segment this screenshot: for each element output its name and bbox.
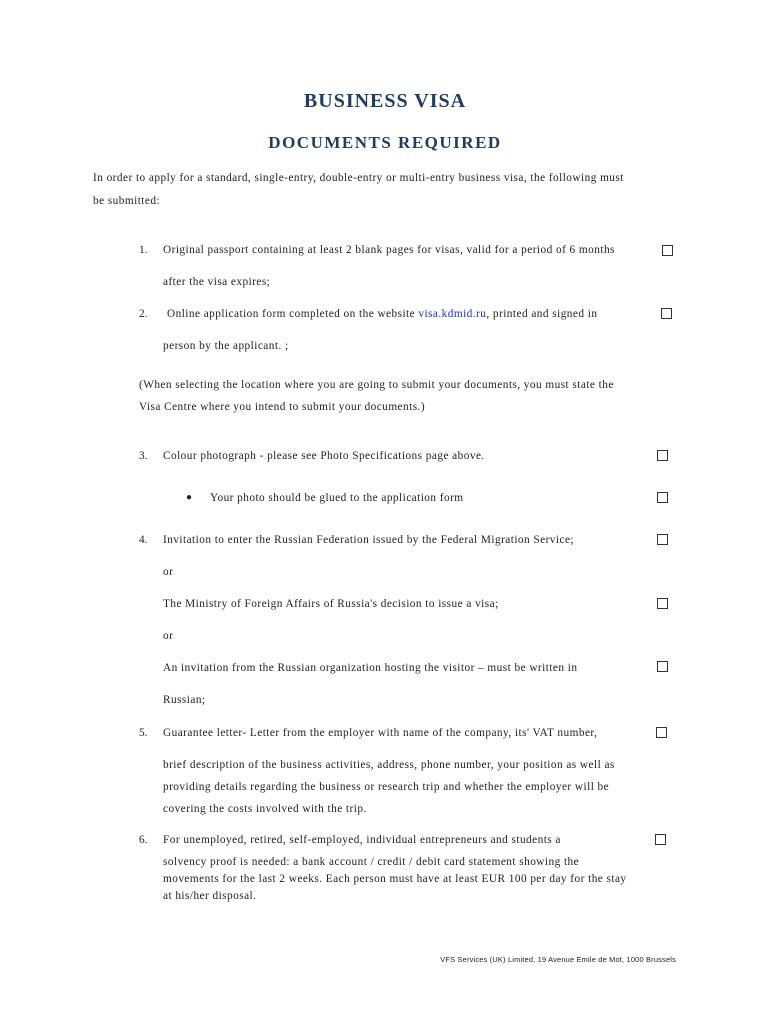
intro-line-2: be submitted:: [93, 195, 161, 207]
item-3-bullet-text: Your photo should be glued to the application form: [210, 492, 464, 504]
item-4-checkbox[interactable]: [657, 534, 668, 545]
item-2-text-post: , printed and signed in: [486, 308, 598, 320]
item-2-text-pre: Online application form completed on the website: [167, 308, 419, 320]
note-line-2: Visa Centre where you intend to submit your documents.): [139, 401, 426, 413]
item-4-number: 4.: [139, 534, 148, 546]
item-6-number: 6.: [139, 834, 148, 846]
item-5-checkbox[interactable]: [656, 727, 667, 738]
item-6-text: For unemployed, retired, self-employed, individual entrepreneurs and students a: [163, 834, 561, 846]
item-1-text-cont: after the visa expires;: [163, 276, 271, 288]
item-4-alt-2-checkbox[interactable]: [657, 661, 668, 672]
item-6-text-2: solvency proof is needed: a bank account / credit / debit card statement showing the: [163, 856, 580, 868]
item-3-checkbox[interactable]: [657, 450, 668, 461]
note-line-1: (When selecting the location where you are going to submit your documents, you must state the: [139, 379, 614, 391]
intro-line-1: In order to apply for a standard, single-entry, double-entry or multi-entry business visa, the following must: [93, 172, 624, 184]
item-5-text: Guarantee letter- Letter from the employer with name of the company, its' VAT number,: [163, 727, 598, 739]
item-2-checkbox[interactable]: [661, 308, 672, 319]
item-3-bullet-checkbox[interactable]: [657, 492, 668, 503]
item-4-alt-1-checkbox[interactable]: [657, 598, 668, 609]
item-6-text-3: movements for the last 2 weeks. Each person must have at least EUR 100 per day for the stay: [163, 873, 627, 885]
item-4-alt-1: The Ministry of Foreign Affairs of Russia's decision to issue a visa;: [163, 598, 499, 610]
page-subtitle: DOCUMENTS REQUIRED: [268, 133, 502, 152]
item-1-text: Original passport containing at least 2 blank pages for visas, valid for a period of 6 months: [163, 244, 615, 256]
visa-website-link[interactable]: visa.kdmid.ru: [418, 308, 487, 320]
page-footer: VFS Services (UK) Limited, 19 Avenue Emile de Mot, 1000 Brussels: [440, 955, 676, 964]
item-3-text: Colour photograph - please see Photo Specifications page above.: [163, 450, 485, 462]
item-3-number: 3.: [139, 450, 148, 462]
item-6-checkbox[interactable]: [655, 834, 666, 845]
item-5-number: 5.: [139, 727, 148, 739]
item-2-text-cont: person by the applicant. ;: [163, 340, 289, 352]
item-4-text: Invitation to enter the Russian Federation issued by the Federal Migration Service;: [163, 534, 575, 546]
item-5-text-4: covering the costs involved with the trip.: [163, 803, 367, 815]
page-title: BUSINESS VISA: [303, 90, 467, 112]
item-5-text-2: brief description of the business activities, address, phone number, your position as well as: [163, 759, 615, 771]
item-1-number: 1.: [139, 244, 148, 256]
item-1-checkbox[interactable]: [662, 245, 673, 256]
item-4-or-1: or: [163, 566, 174, 578]
item-6-text-4: at his/her disposal.: [163, 890, 257, 902]
item-5-text-3: providing details regarding the business or research trip and whether the employer will be: [163, 781, 610, 793]
item-4-or-2: or: [163, 630, 174, 642]
item-2-number: 2.: [139, 308, 148, 320]
bullet-icon: ●: [186, 492, 193, 503]
item-4-alt-2: An invitation from the Russian organization hosting the visitor – must be written in: [163, 662, 578, 674]
item-4-alt-2-cont: Russian;: [163, 694, 206, 706]
item-2-text: [167, 308, 597, 320]
